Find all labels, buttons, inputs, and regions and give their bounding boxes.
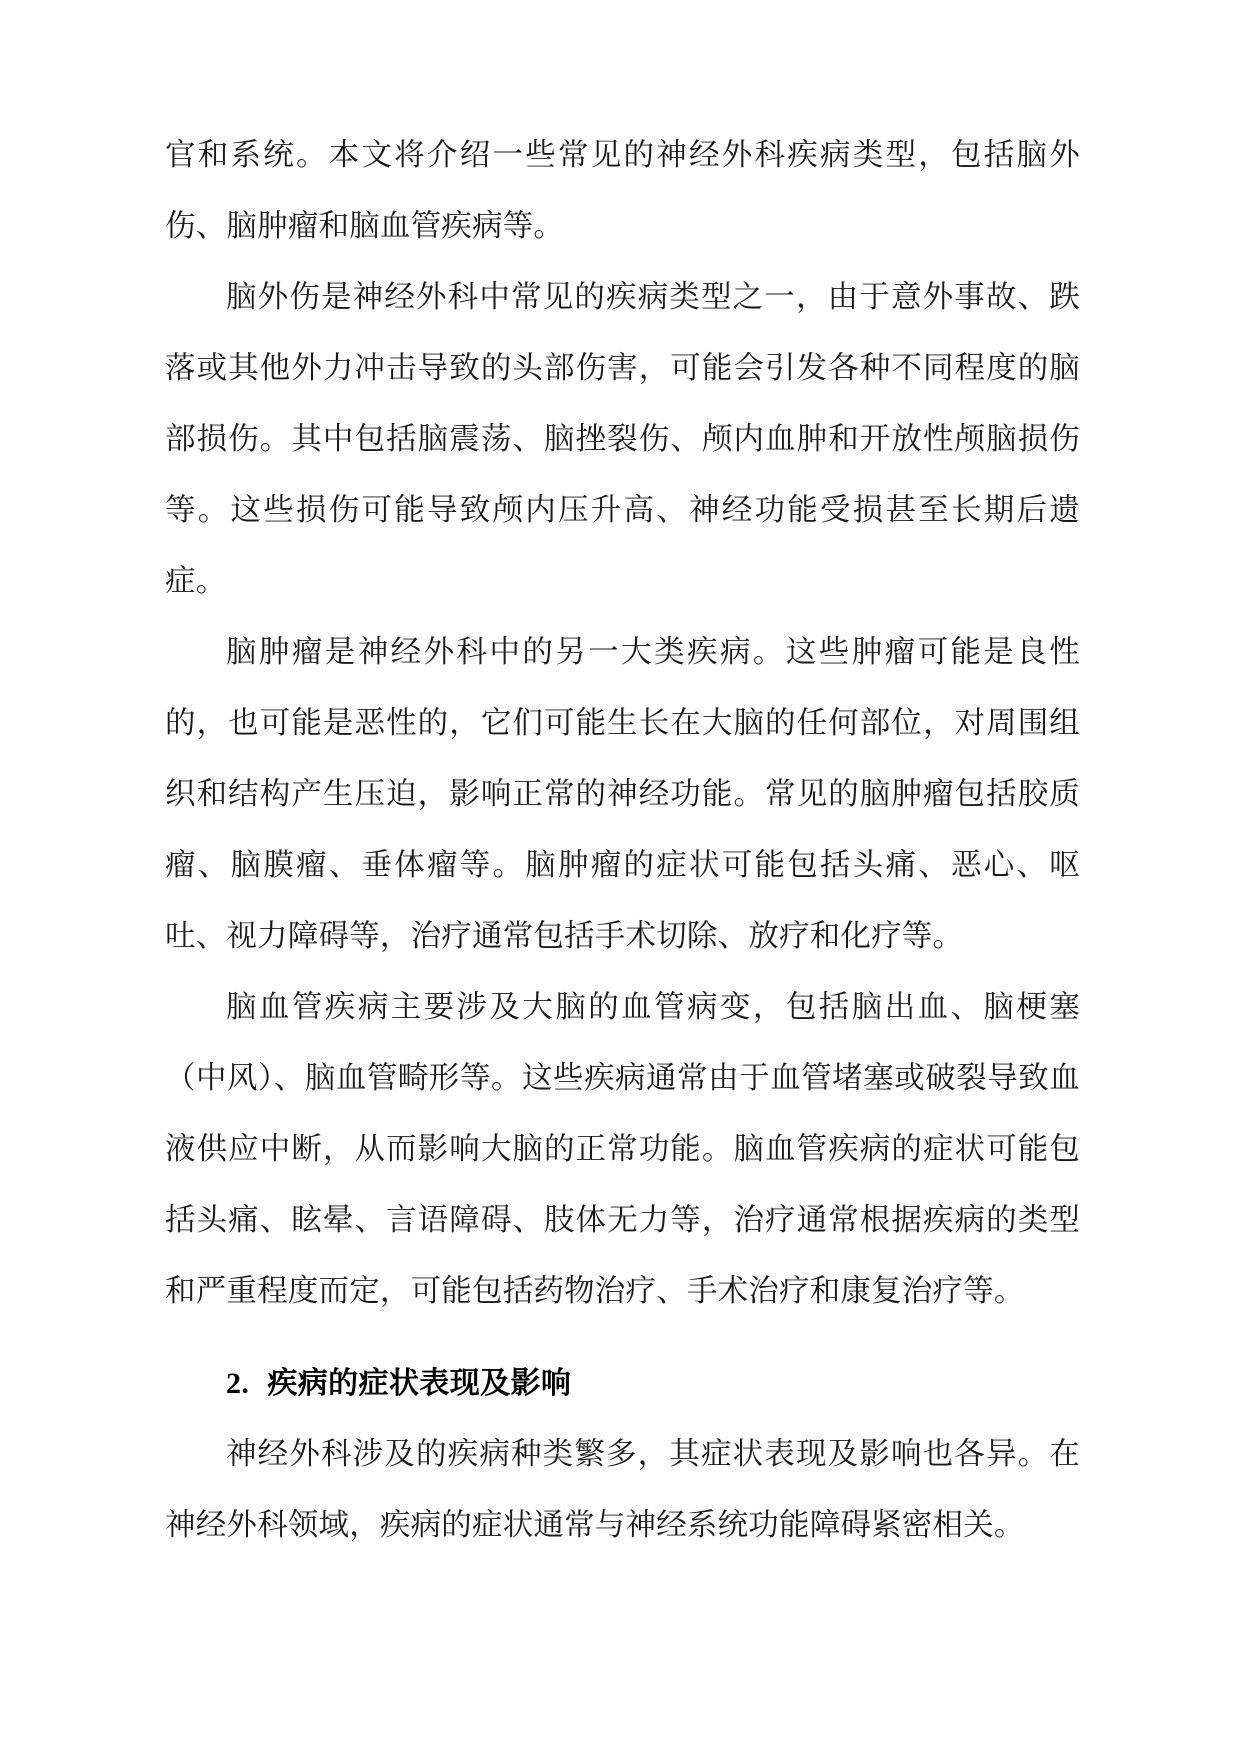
- paragraph-3: 脑肿瘤是神经外科中的另一大类疾病。这些肿瘤可能是良性的，也可能是恶性的，它们可能生长在大脑的任何部位，对周围组织和结构产生压迫，影响正常的神经功能。常见的脑肿瘤包括胶质瘤、脑膜瘤、垂体瘤等。脑肿瘤的症状可能包括头痛、恶心、呕吐、视力障碍等，治疗通常包括手术切除、放疗和化疗等。: [165, 635, 1080, 953]
- section-heading-text: 疾病的症状表现及影响: [267, 1367, 572, 1400]
- paragraph-4: 脑血管疾病主要涉及大脑的血管病变，包括脑出血、脑梗塞（中风）、脑血管畸形等。这些疾病通常由于血管堵塞或破裂导致血液供应中断，从而影响大脑的正常功能。脑血管疾病的症状可能包括头痛、眩晕、言语障碍、肢体无力等，治疗通常根据疾病的类型和严重程度而定，可能包括药物治疗、手术治疗和康复治疗等。: [165, 990, 1080, 1308]
- paragraph-2: 脑外伤是神经外科中常见的疾病类型之一，由于意外事故、跌落或其他外力冲击导致的头部伤害，可能会引发各种不同程度的脑部损伤。其中包括脑震荡、脑挫裂伤、颅内血肿和开放性颅脑损伤等。这些损伤可能导致颅内压升高、神经功能受损甚至长期后遗症。: [165, 280, 1080, 598]
- section-number: 2.: [226, 1367, 250, 1400]
- paragraph-5: 神经外科涉及的疾病种类繁多，其症状表现及影响也各异。在神经外科领域，疾病的症状通常与神经系统功能障碍紧密相关。: [165, 1437, 1080, 1542]
- paragraph-1: 官和系统。本文将介绍一些常见的神经外科疾病类型，包括脑外伤、脑肿瘤和脑血管疾病等。: [165, 138, 1080, 243]
- section-heading: [165, 1327, 1080, 1419]
- document-body: [165, 120, 1080, 1561]
